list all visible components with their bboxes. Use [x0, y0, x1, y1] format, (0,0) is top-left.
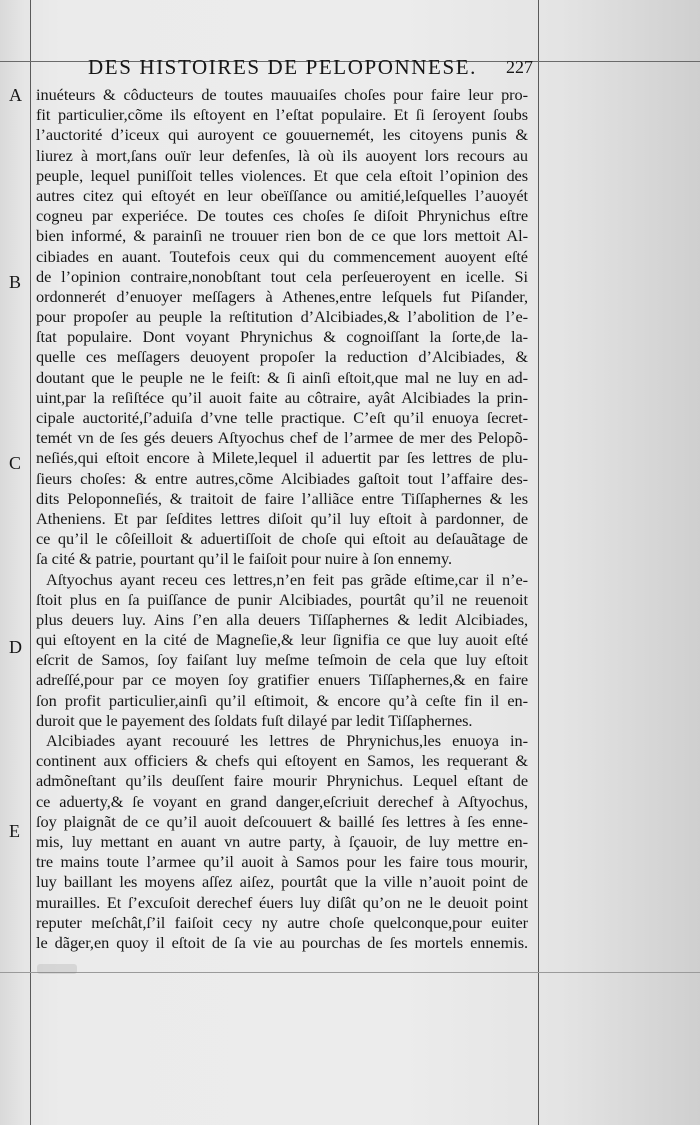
text-line: ſa cité & patrie, pourtant qu’il le faiſoit pour nuire à ſon ennemy.: [36, 549, 453, 569]
text-line: mis, luy mettant en auant vn autre party, à ſçauoir, de luy mettre en-: [36, 831, 528, 851]
margin-letter-c: C: [9, 453, 22, 473]
text-line: qui eſtoyent en la cité de Magneſie,& leur ſignifia ce que luy auoit eſté: [36, 630, 528, 650]
text-line: ſon profit particulier,ainſi qu’il eſtimoit, & encore qu’à ceſte fin il en-: [36, 690, 528, 710]
text-line: ce qu’il le côſeilloit & aduertiſſoit de choſe qui eſtoit au deſauãtage de: [36, 529, 528, 549]
paragraph-first-line: Alcibiades ayant recouuré les lettres de Phrynichus,les enuoya in-: [46, 731, 528, 750]
text-line: l’auctorité d’iceux qui auroyent ce gouuernemét, les citoyens punis &: [36, 125, 528, 145]
ink-smudge: [37, 964, 77, 974]
text-line: dits Peloponneſiés, & traitoit de faire l’alliãce entre Tiſſaphernes & les: [36, 488, 528, 508]
text-line: liurez à mort,ſans ouïr leur defenſes, là où ils auoyent lors recours au: [36, 145, 528, 165]
text-line: quelle ces meſſagers deuoyent propoſer la reduction d’Alcibiades, &: [36, 347, 528, 367]
text-line: murailles. Et ſ’excuſoit derechef éuers luy diſât qu’on ne le deuoit point: [36, 892, 528, 912]
footer-rule: [0, 972, 700, 973]
paragraph-first-line: Aſtyochus ayant receu ces lettres,n’en feit pas grãde eſtime,car il n’e-: [46, 569, 528, 589]
margin-letter-b: B: [9, 272, 22, 292]
text-line: inuéteurs & côducteurs de toutes mauuaiſes choſes pour faire leur pro-: [36, 85, 528, 104]
text-line: duroit que le payement des ſoldats fuſt dilayé par ledit Tiſſaphernes.: [36, 710, 473, 730]
text-line: de l’opinion contraire,nonobſtant tout cela perſeueroyent en icelle. Si: [36, 266, 528, 286]
left-page-edge-rule: [30, 0, 31, 1125]
text-line: cipale auctorité,ſ’aduiſa d’vne telle practique. C’eſt qu’il enuoya ſecret-: [36, 408, 528, 427]
text-line: tre mains toute l’armee qu’il auoit à Samos pour les faire tous mourir,: [36, 852, 528, 872]
running-title: DES HISTOIRES DE PELOPONNESE.: [88, 55, 478, 79]
text-line: ordonnerét d’enuoyer meſſagers à Athenes,entre leſquels fut Piſander,: [36, 286, 528, 306]
text-line: cibiades en auant. Toutefois ceux qui du commencement auoyent eſté: [36, 246, 528, 266]
text-line: doutant que le peuple ne le feiſt: & ſi ainſi eſtoit,que mal ne luy en ad-: [36, 367, 528, 387]
text-line: Atheniens. Et par ſeſdites lettres diſoit qu’il luy eſtoit à pardonner, de: [36, 508, 528, 528]
text-line: ſtoit plus en ſa puiſſance de punir Alcibiades, pourtât qu’il ne reuenoit: [36, 589, 528, 609]
text-line: uint,par la reſiſtéce qu’il auoit faite au côtraire, ayât Alcibiades la prin-: [36, 387, 528, 407]
text-line: pour propoſer au peuple la reſtitution d’Alcibiades,& l’abolition de l’e-: [36, 307, 528, 327]
text-line: ſtat populaire. Dont voyant Phrynichus & cognoiſſant la ſorte,de la-: [36, 327, 528, 347]
text-line: ſoy plaignãt de ce qu’il auoit deſcouuert & baillé ſes lettres à ſes enne-: [36, 811, 528, 831]
running-head: [88, 55, 533, 81]
text-line: fit particulier,cõme ils eſtoyent en l’eſtat populaire. Et ſi ſeroyent ſoubs: [36, 105, 528, 125]
margin-letter-a: A: [9, 85, 22, 105]
body-text: [36, 85, 528, 953]
text-line: admõneſtant qu’ils deuſſent faire mourir Phrynichus. Lequel eſtant de: [36, 771, 528, 791]
text-line: adreſſé,pour par ce moyen ſoy gratifier enuers Tiſſaphernes,& en faire: [36, 670, 528, 690]
text-line: neſiés,qui eſtoit encore à Milete,lequel il aduertit par ſes lettres de plu-: [36, 448, 528, 468]
text-line: bien informé, & parainſi ne trouuer rien bon de ce que lors mettoit Al-: [36, 226, 528, 246]
text-line: continent aux officiers & chefs qui eſtoyent en Samos, les requerant &: [36, 751, 528, 771]
page-number: 227: [506, 57, 533, 77]
text-line: le dãger,en quoy il eſtoit de ſa vie au pourchas de ſes mortels ennemis.: [36, 932, 528, 952]
text-line: peuple, lequel puniſſoit telles violences. Et que cela eſtoit l’opinion des: [36, 165, 528, 185]
text-line: cogneu par experiéce. De toutes ces choſes ſe diſoit Phrynichus eſtre: [36, 206, 528, 226]
right-margin-rule: [538, 0, 539, 1125]
text-line: eſcrit de Samos, ſoy faiſant luy meſme teſmoin de cela que luy eſtoit: [36, 650, 528, 670]
margin-letter-d: D: [9, 637, 22, 657]
margin-letter-e: E: [9, 821, 20, 841]
text-line: temét vn de ſes gés deuers Aſtyochus chef de l’armee de mer des Pelopõ-: [36, 428, 528, 448]
text-line: ſieurs choſes: & entre autres,cõme Alcibiades gaſtoit tout l’affaire des-: [36, 468, 528, 488]
text-line: reputer meſchât,ſ’il faiſoit cecy ny autre choſe quelconque,pour euiter: [36, 912, 528, 932]
text-line: autres citez qui eſtoyét en leur obeïſſance ou amitié,leſquelles l’auoyét: [36, 185, 528, 205]
text-line: ce aduerty,& ſe voyant en grand danger,eſcriuit derechef à Aſtyochus,: [36, 791, 528, 811]
text-line: plus deuers luy. Ains ſ’en alla deuers Tiſſaphernes & ledit Alcibiades,: [36, 609, 528, 629]
text-line: luy baillant les moyens aſſez aiſez, pourtât que la ville n’auoit point de: [36, 872, 528, 892]
